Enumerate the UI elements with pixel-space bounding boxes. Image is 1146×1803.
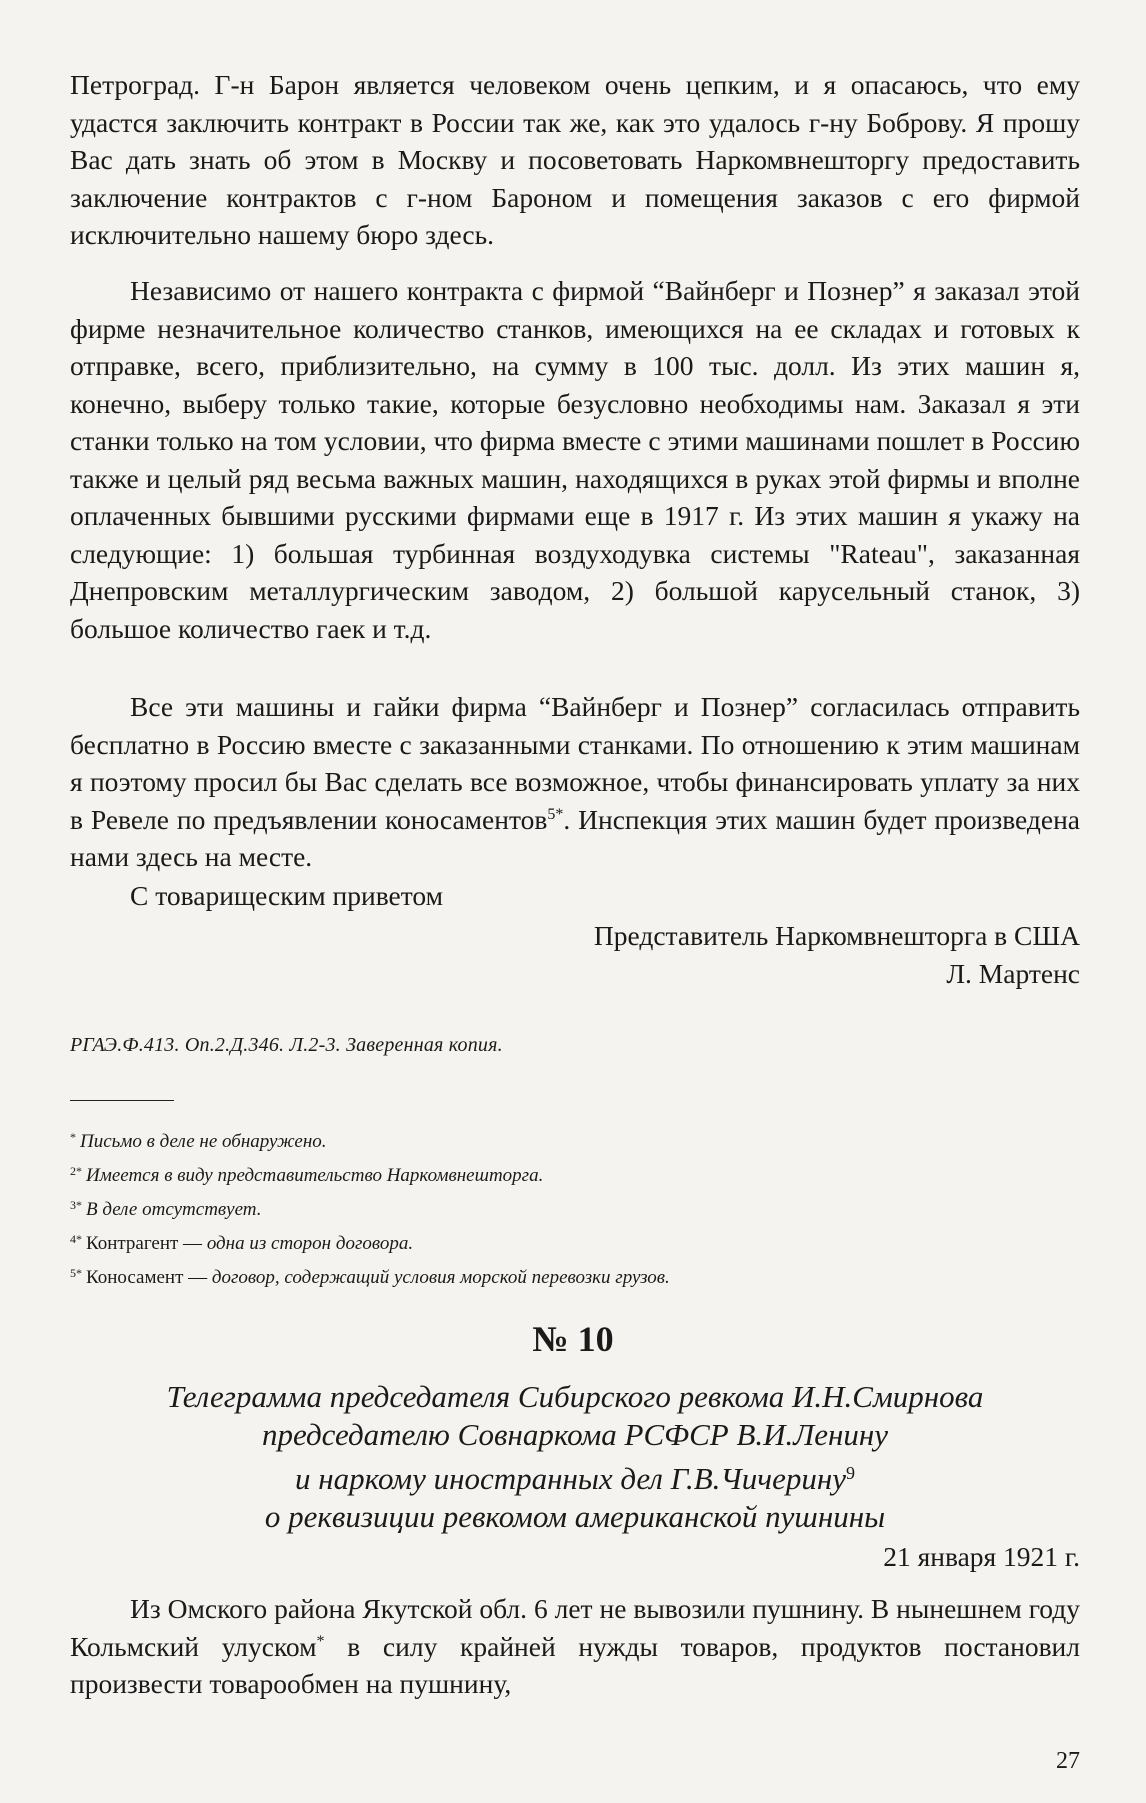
document-title-line: председателю Совнаркома РСФСР В.И.Ленину xyxy=(261,1417,889,1452)
paragraph-1: Петроград. Г-н Барон является человеком очень цепким, и я опасаюсь, что ему удастся заключить контракт в России так же, как это удалось г-ну Боброву. Я прошу Вас дать знать об этом в Москву и посоветовать Наркомвнешторгу предоставить заключение контрактов с г-ном Бароном и помещения заказов с его фирмой исключительно нашему бюро здесь. xyxy=(70,69,1080,250)
footnote-text: Письмо в деле не обнаружено. xyxy=(80,1131,327,1152)
footnote-text: одна из сторон договора. xyxy=(202,1233,414,1254)
footnote-1 xyxy=(70,1124,327,1155)
footnote-mark: 2* xyxy=(70,1164,82,1178)
footnote-term: Контрагент — xyxy=(86,1233,203,1254)
footnote-text: договор, содержащий условия морской перевозки грузов. xyxy=(207,1267,670,1288)
footnote-ref-9: 9 xyxy=(845,1463,855,1483)
footnote-ref-5: 5* xyxy=(547,805,564,823)
footnote-ref-star: * xyxy=(316,1632,325,1650)
signature-name: Л. Мартенс xyxy=(946,958,1080,989)
archive-reference: РГАЭ.Ф.413. Оп.2.Д.346. Л.2-3. Заверенная копия. xyxy=(70,1034,503,1056)
paragraph-3 xyxy=(70,688,1080,876)
paragraph-4 xyxy=(70,1590,1080,1703)
paragraph-2: Независимо от нашего контракта с фирмой “Вайнберг и Познер” я заказал этой фирме незначительное количество станков, имеющихся на ее складах и готовых к отправке, всего, приблизительно, на сумму в 100 тыс. долл. Из этих машин я, конечно, выберу только такие, которые безусловно необходимы нам. Заказал я эти станки только на том условии, что фирма вместе с этими машинами пошлет в Россию также и целый ряд весьма важных машин, находящихся в руках этой фирмы и вполне оплаченных бывшими русскими фирмами еще в 1917 г. Из этих машин я укажу на следующие: 1) большая турбинная воздуходувка системы "Rateau", заказанная Днепровским металлургическим заводом, 2) большой карусельный станок, 3) большое количество гаек и т.д. xyxy=(70,275,1080,644)
footnote-mark: * xyxy=(70,1130,76,1144)
footnote-3 xyxy=(70,1192,262,1223)
footnote-mark: 3* xyxy=(70,1198,82,1212)
footnote-text: В деле отсутствует. xyxy=(86,1199,262,1220)
footnote-text: Имеется в виду представительство Наркомвнешторга. xyxy=(86,1165,544,1186)
footnote-term: Коносамент — xyxy=(86,1267,208,1288)
paragraph-4-text: Из Омского района Якутской обл. 6 лет не вывозили пушнину. В нынешнем году Кольмский улуском xyxy=(70,1593,1080,1662)
footnote-2 xyxy=(70,1158,543,1189)
paragraph-3-end: . Инспекция этих машин будет произведена нами здесь на месте. xyxy=(70,803,1080,872)
footnote-mark: 4* xyxy=(70,1232,82,1246)
footnote-5 xyxy=(70,1260,670,1291)
footnote-mark: 5* xyxy=(70,1266,82,1280)
document-title-line xyxy=(70,1454,1080,1498)
paragraph-4-end: в силу крайней нужды товаров, продуктов постановил произвести товарообмен на пушнину, xyxy=(70,1630,1080,1699)
document-title-line-text: и наркому иностранных дел Г.В.Чичерину xyxy=(295,1461,846,1496)
footnote-4 xyxy=(70,1226,413,1257)
page-number: 27 xyxy=(1056,1748,1080,1774)
closing-salutation: С товарищеским приветом xyxy=(130,880,444,911)
document-title-line: Телеграмма председателя Сибирского ревкома И.Н.Смирнова xyxy=(166,1379,984,1414)
signature-title: Представитель Наркомвнешторга в США xyxy=(593,920,1080,951)
document-title-line: о реквизиции ревкомом американской пушнины xyxy=(264,1499,886,1534)
document-date: 21 января 1921 г. xyxy=(883,1541,1080,1572)
footnote-divider xyxy=(70,1100,174,1101)
paragraph-3-text: Все эти машины и гайки фирма “Вайнберг и Познер” согласилась отправить бесплатно в Россию вместе с заказанными станками. По отношению к этим машинам я поэтому просил бы Вас сделать все возможное, чтобы финансировать уплату за них в Ревеле по предъявлении коносаментов xyxy=(70,691,1080,835)
document-number: № 10 xyxy=(532,1319,614,1359)
document-title xyxy=(70,1378,1080,1536)
